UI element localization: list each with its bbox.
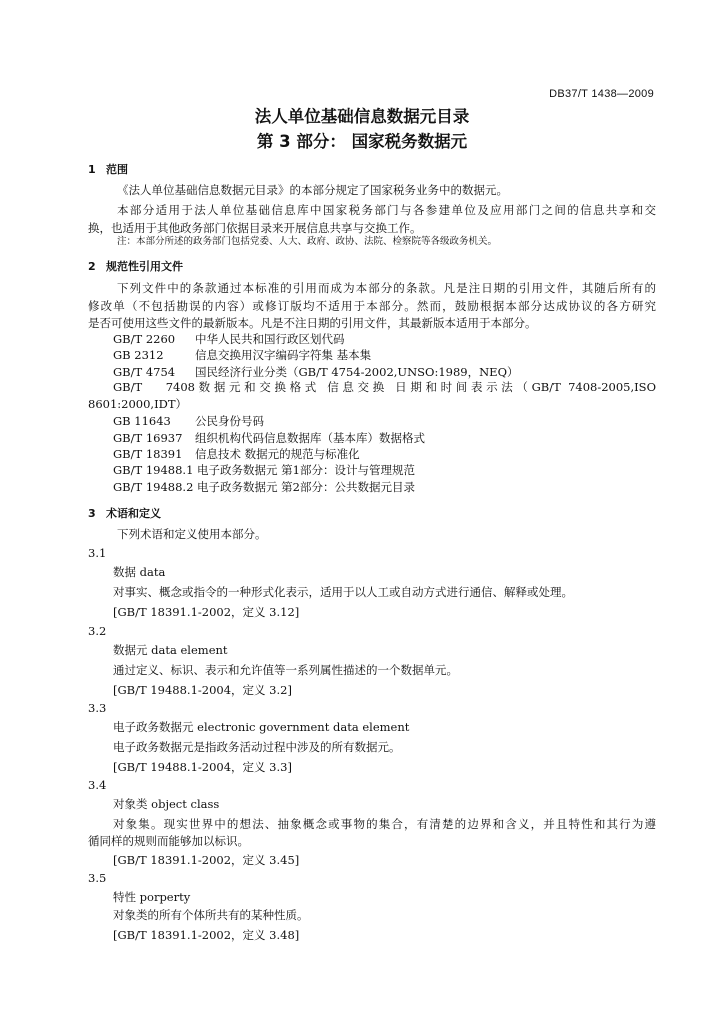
section-2-heading [88, 258, 183, 274]
reference-code: GB/T 4754 [113, 365, 176, 379]
reference-title: 中华人民共和国行政区划代码 [195, 332, 345, 346]
section-title: 范围 [106, 163, 128, 176]
reference-item [113, 431, 425, 445]
reference-item [113, 414, 264, 428]
reference-code: GB/T 18391 [113, 447, 183, 461]
term-number: 3.4 [88, 778, 107, 792]
reference-title: 组织机构代码信息数据库（基本库）数据格式 [195, 431, 425, 445]
reference-code: GB/T 2260 [113, 332, 176, 346]
term-number: 3.1 [88, 546, 107, 560]
reference-title: 公民身份号码 [195, 414, 264, 428]
reference-code: GB/T 19488.2 [113, 480, 194, 494]
term-name: 对象类 object class [113, 797, 220, 811]
section-title: 术语和定义 [106, 507, 161, 520]
term-source: [GB/T 18391.1-2002，定义 3.12] [113, 605, 300, 619]
term-source: [GB/T 18391.1-2002，定义 3.48] [113, 928, 300, 942]
term-definition: 对象类的所有个体所共有的某种性质。 [113, 908, 309, 922]
term-definition: 通过定义、标识、表示和允许值等一系列属性描述的一个数据单元。 [113, 663, 458, 677]
document-code: DB37/T 1438—2009 [549, 88, 654, 100]
reference-continuation: 8601:2000,IDT） [88, 397, 187, 411]
term-number: 3.2 [88, 624, 107, 638]
section-number: 2 [88, 260, 96, 273]
reference-title: 信息技术 数据元的规范与标准化 [195, 447, 360, 461]
reference-code: GB/T 7408 [113, 380, 195, 394]
term-definition-continuation: 循同样的规则而能够加以标识。 [88, 834, 249, 848]
reference-item [113, 463, 415, 477]
term-number: 3.5 [88, 871, 107, 885]
term-name: 数据 data [113, 565, 166, 579]
section-title: 规范性引用文件 [106, 260, 183, 273]
term-definition: 电子政务数据元是指政务活动过程中涉及的所有数据元。 [113, 740, 401, 754]
reference-title: 电子政务数据元 第2部分：公共数据元目录 [197, 480, 415, 494]
paragraph: 修改单（不包括勘误的内容）或修订版均不适用于本部分。然而，鼓励根据本部分达成协议的各方研究 [88, 299, 656, 313]
reference-item [113, 365, 519, 379]
term-source: [GB/T 19488.1-2004，定义 3.2] [113, 683, 292, 697]
reference-title: 数据元和交换格式 信息交换 日期和时间表示法（GB/T 7408-2005,ISO [195, 380, 656, 394]
section-3-heading [88, 505, 161, 521]
section-number: 1 [88, 163, 96, 176]
paragraph: 是否可使用这些文件的最新版本。凡是不注日期的引用文件，其最新版本适用于本部分。 [88, 316, 537, 330]
paragraph: 换，也适用于其他政务部门依据目录来开展信息共享与交换工作。 [88, 221, 422, 235]
reference-title: 国民经济行业分类（GB/T 4754-2002,UNSO:1989，NEQ） [195, 365, 519, 379]
reference-item [113, 480, 415, 494]
section-1-heading [88, 161, 128, 177]
reference-code: GB/T 19488.1 [113, 463, 194, 477]
reference-code: GB 11643 [113, 414, 171, 428]
term-definition: 对象集。现实世界中的想法、抽象概念或事物的集合，有清楚的边界和含义，并且特性和其行为遵 [113, 817, 656, 831]
reference-item [113, 380, 656, 394]
note: 注：本部分所述的政务部门包括党委、人大、政府、政协、法院、检察院等各级政务机关。 [117, 236, 498, 247]
reference-item [113, 332, 345, 346]
section-number: 3 [88, 507, 96, 520]
paragraph: 下列文件中的条款通过本标准的引用而成为本部分的条款。凡是注日期的引用文件，其随后所有的 [117, 281, 656, 295]
term-name: 数据元 data element [113, 643, 228, 657]
paragraph: 下列术语和定义使用本部分。 [117, 527, 267, 541]
reference-code: GB/T 16937 [113, 431, 183, 445]
term-number: 3.3 [88, 701, 107, 715]
term-source: [GB/T 19488.1-2004，定义 3.3] [113, 760, 292, 774]
term-name: 特性 porperty [113, 890, 191, 904]
reference-title: 电子政务数据元 第1部分：设计与管理规范 [197, 463, 415, 477]
reference-item [113, 447, 360, 461]
paragraph: 《法人单位基础信息数据元目录》的本部分规定了国家税务业务中的数据元。 [117, 183, 508, 197]
reference-code: GB 2312 [113, 348, 164, 362]
term-name: 电子政务数据元 electronic government data element [113, 720, 410, 734]
document-title: 法人单位基础信息数据元目录 [254, 107, 470, 126]
term-definition: 对事实、概念或指令的一种形式化表示，适用于以人工或自动方式进行通信、解释或处理。 [113, 585, 573, 599]
term-source: [GB/T 18391.1-2002，定义 3.45] [113, 853, 300, 867]
reference-item [113, 348, 371, 362]
paragraph: 本部分适用于法人单位基础信息库中国家税务部门与各参建单位及应用部门之间的信息共享和交 [117, 203, 656, 217]
document-subtitle: 第 3 部分： 国家税务数据元 [256, 132, 468, 151]
reference-title: 信息交换用汉字编码字符集 基本集 [195, 348, 372, 362]
